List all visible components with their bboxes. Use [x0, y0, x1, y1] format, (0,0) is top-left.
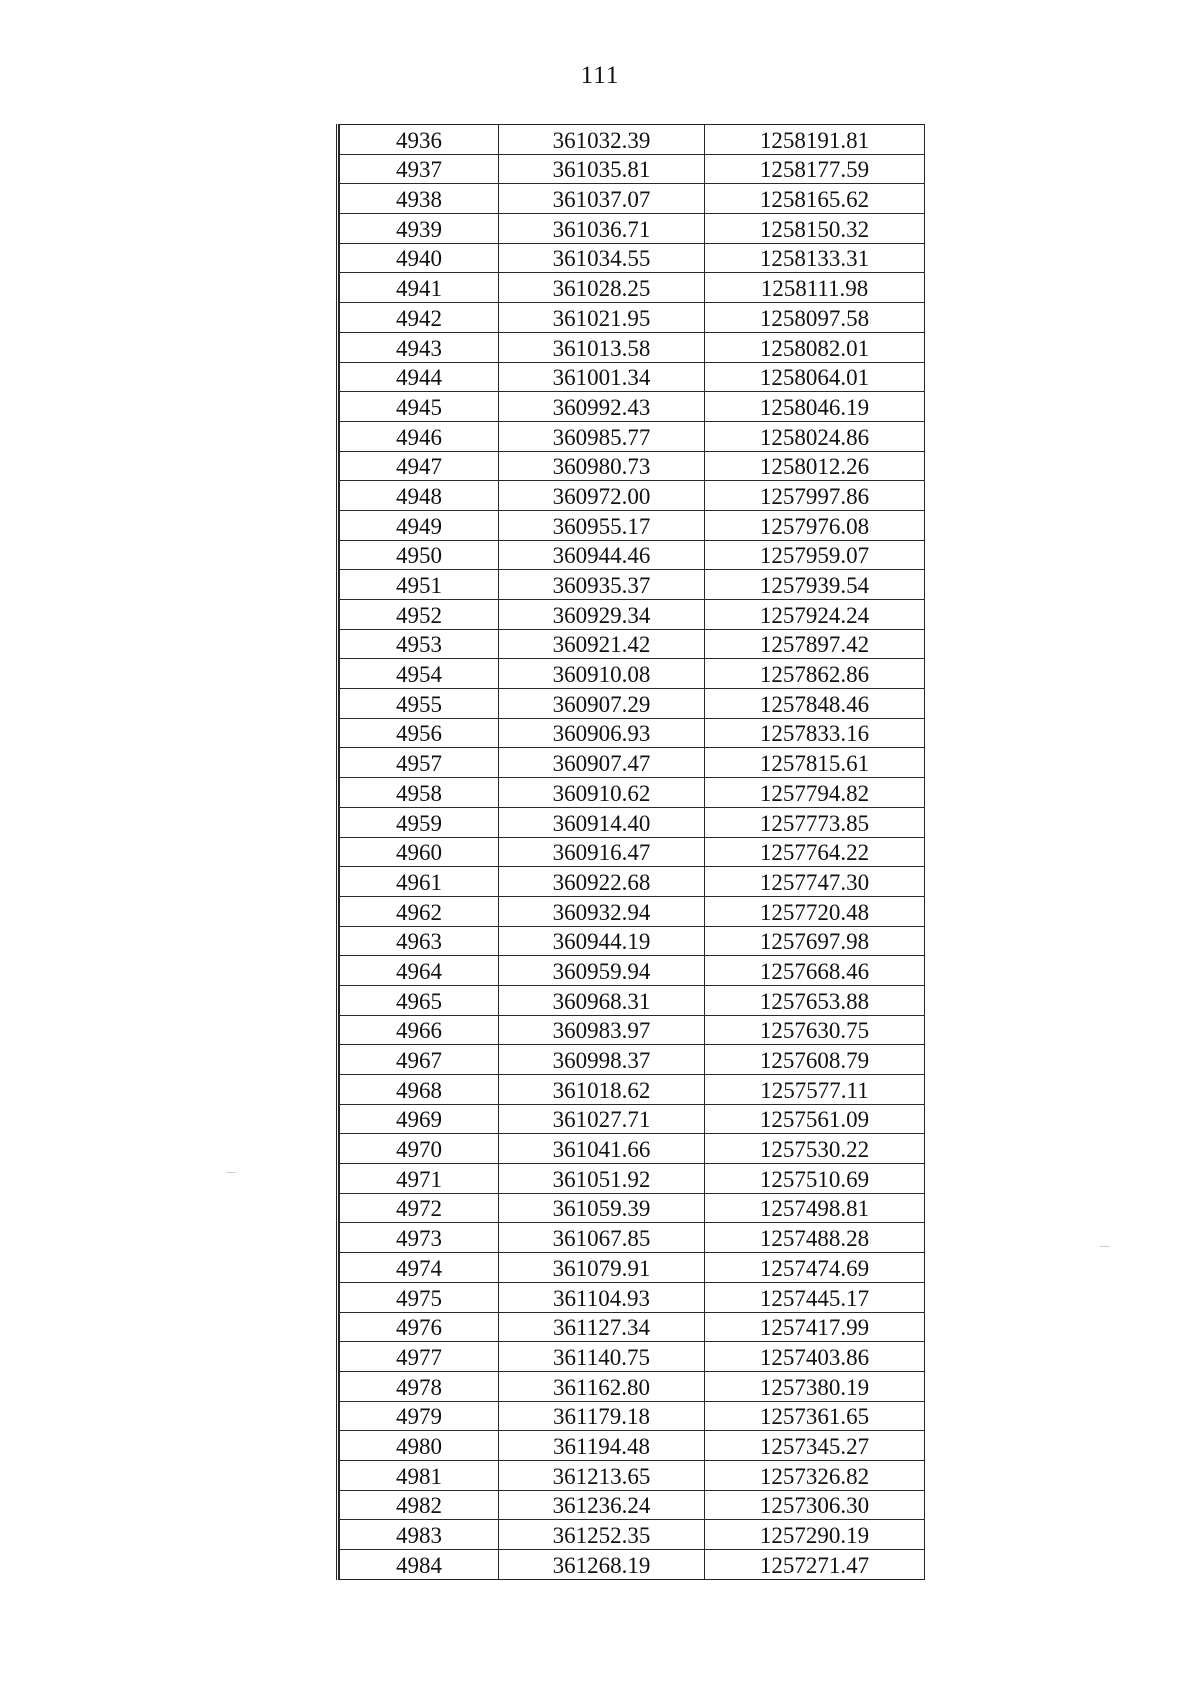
- point-number-cell: 4961: [340, 867, 499, 897]
- table-row: [340, 184, 925, 214]
- x-coordinate-cell: 360929.34: [499, 600, 705, 630]
- y-coordinate-cell: 1257608.79: [705, 1045, 925, 1075]
- y-coordinate-cell: 1257848.46: [705, 689, 925, 719]
- point-number-cell: 4938: [340, 184, 499, 214]
- table-row: [340, 837, 925, 867]
- y-coordinate-cell: 1257862.86: [705, 659, 925, 689]
- x-coordinate-cell: 360921.42: [499, 629, 705, 659]
- table-row: [340, 154, 925, 184]
- table-row: [340, 1253, 925, 1283]
- table-row: [340, 1371, 925, 1401]
- point-number-cell: 4973: [340, 1223, 499, 1253]
- point-number-cell: 4965: [340, 985, 499, 1015]
- table-row: [340, 540, 925, 570]
- point-number-cell: 4966: [340, 1015, 499, 1045]
- point-number-cell: 4944: [340, 362, 499, 392]
- point-number-cell: 4950: [340, 540, 499, 570]
- x-coordinate-cell: 361213.65: [499, 1460, 705, 1490]
- point-number-cell: 4979: [340, 1401, 499, 1431]
- table-row: [340, 718, 925, 748]
- x-coordinate-cell: 360922.68: [499, 867, 705, 897]
- x-coordinate-cell: 361021.95: [499, 303, 705, 333]
- table-row: [340, 332, 925, 362]
- coordinates-table-container: [336, 124, 923, 1580]
- y-coordinate-cell: 1257271.47: [705, 1550, 925, 1580]
- y-coordinate-cell: 1257403.86: [705, 1342, 925, 1372]
- y-coordinate-cell: 1258046.19: [705, 392, 925, 422]
- point-number-cell: 4967: [340, 1045, 499, 1075]
- y-coordinate-cell: 1257653.88: [705, 985, 925, 1015]
- x-coordinate-cell: 360910.08: [499, 659, 705, 689]
- table-row: [340, 807, 925, 837]
- x-coordinate-cell: 360907.29: [499, 689, 705, 719]
- table-row: [340, 214, 925, 244]
- table-row: [340, 926, 925, 956]
- table-row: [340, 1431, 925, 1461]
- point-number-cell: 4953: [340, 629, 499, 659]
- point-number-cell: 4951: [340, 570, 499, 600]
- point-number-cell: 4970: [340, 1134, 499, 1164]
- x-coordinate-cell: 361067.85: [499, 1223, 705, 1253]
- x-coordinate-cell: 360998.37: [499, 1045, 705, 1075]
- table-row: [340, 570, 925, 600]
- table-row: [340, 421, 925, 451]
- y-coordinate-cell: 1257976.08: [705, 510, 925, 540]
- table-row: [340, 689, 925, 719]
- point-number-cell: 4982: [340, 1490, 499, 1520]
- x-coordinate-cell: 360983.97: [499, 1015, 705, 1045]
- x-coordinate-cell: 361059.39: [499, 1193, 705, 1223]
- scan-mark: [226, 1172, 236, 1173]
- table-row: [340, 1193, 925, 1223]
- x-coordinate-cell: 361194.48: [499, 1431, 705, 1461]
- x-coordinate-cell: 360972.00: [499, 481, 705, 511]
- y-coordinate-cell: 1257577.11: [705, 1075, 925, 1105]
- point-number-cell: 4958: [340, 778, 499, 808]
- table-row: [340, 1104, 925, 1134]
- y-coordinate-cell: 1257361.65: [705, 1401, 925, 1431]
- y-coordinate-cell: 1257510.69: [705, 1164, 925, 1194]
- x-coordinate-cell: 360935.37: [499, 570, 705, 600]
- table-row: [340, 451, 925, 481]
- y-coordinate-cell: 1257345.27: [705, 1431, 925, 1461]
- table-row: [340, 1312, 925, 1342]
- coordinates-table-body: [340, 125, 925, 1580]
- point-number-cell: 4954: [340, 659, 499, 689]
- x-coordinate-cell: 360985.77: [499, 421, 705, 451]
- point-number-cell: 4957: [340, 748, 499, 778]
- table-row: [340, 1075, 925, 1105]
- x-coordinate-cell: 361013.58: [499, 332, 705, 362]
- x-coordinate-cell: 360914.40: [499, 807, 705, 837]
- point-number-cell: 4959: [340, 807, 499, 837]
- table-row: [340, 867, 925, 897]
- table-row: [340, 600, 925, 630]
- point-number-cell: 4948: [340, 481, 499, 511]
- page-number: 111: [580, 62, 620, 89]
- y-coordinate-cell: 1257668.46: [705, 956, 925, 986]
- x-coordinate-cell: 361036.71: [499, 214, 705, 244]
- table-row: [340, 985, 925, 1015]
- y-coordinate-cell: 1257747.30: [705, 867, 925, 897]
- table-row: [340, 1134, 925, 1164]
- point-number-cell: 4981: [340, 1460, 499, 1490]
- point-number-cell: 4969: [340, 1104, 499, 1134]
- point-number-cell: 4943: [340, 332, 499, 362]
- x-coordinate-cell: 361236.24: [499, 1490, 705, 1520]
- table-row: [340, 1164, 925, 1194]
- x-coordinate-cell: 360980.73: [499, 451, 705, 481]
- y-coordinate-cell: 1257773.85: [705, 807, 925, 837]
- y-coordinate-cell: 1257924.24: [705, 600, 925, 630]
- x-coordinate-cell: 360907.47: [499, 748, 705, 778]
- x-coordinate-cell: 360906.93: [499, 718, 705, 748]
- y-coordinate-cell: 1258064.01: [705, 362, 925, 392]
- table-row: [340, 1550, 925, 1580]
- y-coordinate-cell: 1257498.81: [705, 1193, 925, 1223]
- point-number-cell: 4939: [340, 214, 499, 244]
- point-number-cell: 4940: [340, 243, 499, 273]
- y-coordinate-cell: 1258012.26: [705, 451, 925, 481]
- x-coordinate-cell: 360944.19: [499, 926, 705, 956]
- x-coordinate-cell: 361179.18: [499, 1401, 705, 1431]
- y-coordinate-cell: 1257764.22: [705, 837, 925, 867]
- x-coordinate-cell: 361037.07: [499, 184, 705, 214]
- point-number-cell: 4975: [340, 1282, 499, 1312]
- point-number-cell: 4937: [340, 154, 499, 184]
- y-coordinate-cell: 1257417.99: [705, 1312, 925, 1342]
- table-row: [340, 1520, 925, 1550]
- point-number-cell: 4955: [340, 689, 499, 719]
- point-number-cell: 4962: [340, 896, 499, 926]
- y-coordinate-cell: 1257306.30: [705, 1490, 925, 1520]
- y-coordinate-cell: 1257445.17: [705, 1282, 925, 1312]
- x-coordinate-cell: 361127.34: [499, 1312, 705, 1342]
- point-number-cell: 4971: [340, 1164, 499, 1194]
- point-number-cell: 4968: [340, 1075, 499, 1105]
- y-coordinate-cell: 1257697.98: [705, 926, 925, 956]
- y-coordinate-cell: 1258165.62: [705, 184, 925, 214]
- y-coordinate-cell: 1258177.59: [705, 154, 925, 184]
- point-number-cell: 4964: [340, 956, 499, 986]
- table-row: [340, 481, 925, 511]
- x-coordinate-cell: 361001.34: [499, 362, 705, 392]
- y-coordinate-cell: 1257561.09: [705, 1104, 925, 1134]
- table-row: [340, 243, 925, 273]
- table-row: [340, 1282, 925, 1312]
- table-row: [340, 659, 925, 689]
- point-number-cell: 4942: [340, 303, 499, 333]
- point-number-cell: 4974: [340, 1253, 499, 1283]
- table-row: [340, 956, 925, 986]
- scan-mark: [1100, 1246, 1110, 1247]
- point-number-cell: 4956: [340, 718, 499, 748]
- y-coordinate-cell: 1257815.61: [705, 748, 925, 778]
- x-coordinate-cell: 361104.93: [499, 1282, 705, 1312]
- table-row: [340, 629, 925, 659]
- y-coordinate-cell: 1258097.58: [705, 303, 925, 333]
- table-row: [340, 125, 925, 155]
- y-coordinate-cell: 1257959.07: [705, 540, 925, 570]
- table-row: [340, 1401, 925, 1431]
- y-coordinate-cell: 1257630.75: [705, 1015, 925, 1045]
- table-row: [340, 748, 925, 778]
- x-coordinate-cell: 361028.25: [499, 273, 705, 303]
- y-coordinate-cell: 1258082.01: [705, 332, 925, 362]
- x-coordinate-cell: 360944.46: [499, 540, 705, 570]
- x-coordinate-cell: 360932.94: [499, 896, 705, 926]
- y-coordinate-cell: 1257290.19: [705, 1520, 925, 1550]
- table-row: [340, 1045, 925, 1075]
- point-number-cell: 4952: [340, 600, 499, 630]
- point-number-cell: 4972: [340, 1193, 499, 1223]
- table-row: [340, 303, 925, 333]
- y-coordinate-cell: 1257794.82: [705, 778, 925, 808]
- x-coordinate-cell: 360992.43: [499, 392, 705, 422]
- y-coordinate-cell: 1258024.86: [705, 421, 925, 451]
- y-coordinate-cell: 1257720.48: [705, 896, 925, 926]
- x-coordinate-cell: 360968.31: [499, 985, 705, 1015]
- x-coordinate-cell: 360959.94: [499, 956, 705, 986]
- table-row: [340, 1342, 925, 1372]
- x-coordinate-cell: 361140.75: [499, 1342, 705, 1372]
- point-number-cell: 4977: [340, 1342, 499, 1372]
- table-row: [340, 273, 925, 303]
- y-coordinate-cell: 1257997.86: [705, 481, 925, 511]
- x-coordinate-cell: 361032.39: [499, 125, 705, 155]
- point-number-cell: 4945: [340, 392, 499, 422]
- x-coordinate-cell: 361034.55: [499, 243, 705, 273]
- x-coordinate-cell: 361051.92: [499, 1164, 705, 1194]
- table-row: [340, 1015, 925, 1045]
- y-coordinate-cell: 1257474.69: [705, 1253, 925, 1283]
- y-coordinate-cell: 1258133.31: [705, 243, 925, 273]
- table-row: [340, 896, 925, 926]
- coordinates-table: [339, 124, 925, 1580]
- point-number-cell: 4984: [340, 1550, 499, 1580]
- x-coordinate-cell: 360955.17: [499, 510, 705, 540]
- x-coordinate-cell: 361027.71: [499, 1104, 705, 1134]
- point-number-cell: 4980: [340, 1431, 499, 1461]
- point-number-cell: 4936: [340, 125, 499, 155]
- y-coordinate-cell: 1257939.54: [705, 570, 925, 600]
- x-coordinate-cell: 361035.81: [499, 154, 705, 184]
- y-coordinate-cell: 1257833.16: [705, 718, 925, 748]
- y-coordinate-cell: 1257530.22: [705, 1134, 925, 1164]
- x-coordinate-cell: 361018.62: [499, 1075, 705, 1105]
- y-coordinate-cell: 1257326.82: [705, 1460, 925, 1490]
- point-number-cell: 4978: [340, 1371, 499, 1401]
- table-row: [340, 1460, 925, 1490]
- point-number-cell: 4960: [340, 837, 499, 867]
- x-coordinate-cell: 361252.35: [499, 1520, 705, 1550]
- x-coordinate-cell: 360916.47: [499, 837, 705, 867]
- point-number-cell: 4947: [340, 451, 499, 481]
- table-row: [340, 1223, 925, 1253]
- x-coordinate-cell: 361268.19: [499, 1550, 705, 1580]
- y-coordinate-cell: 1258111.98: [705, 273, 925, 303]
- x-coordinate-cell: 361162.80: [499, 1371, 705, 1401]
- table-row: [340, 362, 925, 392]
- point-number-cell: 4963: [340, 926, 499, 956]
- point-number-cell: 4941: [340, 273, 499, 303]
- table-row: [340, 1490, 925, 1520]
- y-coordinate-cell: 1258150.32: [705, 214, 925, 244]
- point-number-cell: 4983: [340, 1520, 499, 1550]
- point-number-cell: 4946: [340, 421, 499, 451]
- point-number-cell: 4976: [340, 1312, 499, 1342]
- table-row: [340, 392, 925, 422]
- y-coordinate-cell: 1257488.28: [705, 1223, 925, 1253]
- table-row: [340, 778, 925, 808]
- point-number-cell: 4949: [340, 510, 499, 540]
- y-coordinate-cell: 1258191.81: [705, 125, 925, 155]
- table-row: [340, 510, 925, 540]
- x-coordinate-cell: 360910.62: [499, 778, 705, 808]
- y-coordinate-cell: 1257380.19: [705, 1371, 925, 1401]
- x-coordinate-cell: 361079.91: [499, 1253, 705, 1283]
- x-coordinate-cell: 361041.66: [499, 1134, 705, 1164]
- y-coordinate-cell: 1257897.42: [705, 629, 925, 659]
